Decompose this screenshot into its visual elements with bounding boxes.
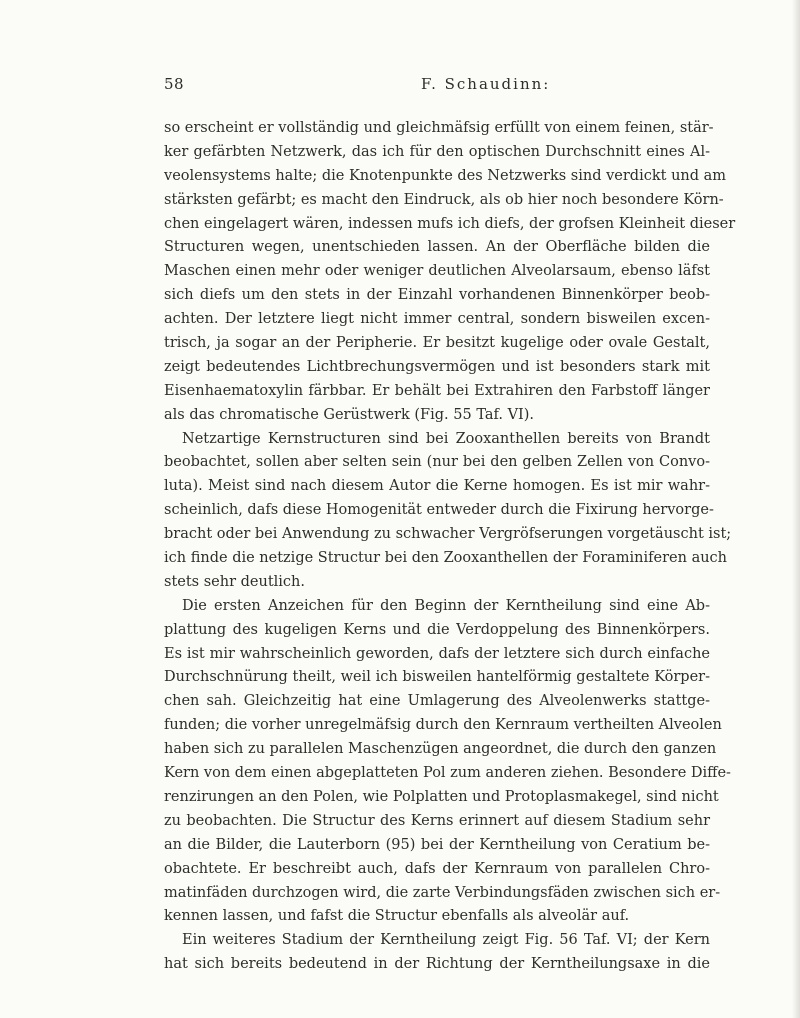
text-line: stets sehr deutlich. [164, 573, 305, 590]
page-number: 58 [164, 75, 185, 93]
text-line: als das chromatische Gerüstwerk (Fig. 55 Taf. VI). [164, 406, 535, 423]
text-line: sich diefs um den stets in der Einzahl vorhandenen Binnenkörper beob- [164, 287, 710, 304]
text-line: chen eingelagert wären, indessen mufs ich diefs, der grofsen Kleinheit dieser [164, 215, 736, 232]
text-line: an die Bilder, die Lauterborn (95) bei der Kerntheilung von Ceratium be- [164, 836, 710, 853]
page-edge-shadow [792, 0, 800, 1018]
text-line: funden; die vorher unregelmäfsig durch den Kernraum vertheilten Alveolen [164, 717, 722, 734]
text-line: ich finde die netzige Structur bei den Zooxanthellen der Foraminiferen auch [164, 550, 728, 567]
text-line: zu beobachten. Die Structur des Kerns erinnert auf diesem Stadium sehr [164, 812, 710, 829]
text-line: Netzartige Kernstructuren sind bei Zooxanthellen bereits von Brandt [182, 430, 710, 447]
running-head: F. Schaudinn: [421, 75, 551, 93]
text-line: matinfäden durchzogen wird, die zarte Verbindungsfäden zwischen sich er- [164, 884, 721, 901]
text-line: scheinlich, dafs diese Homogenität entweder durch die Fixirung hervorge- [164, 502, 714, 519]
paragraph [164, 595, 731, 929]
text-line: trisch, ja sogar an der Peripherie. Er besitzt kugelige oder ovale Gestalt, [164, 335, 710, 352]
text-line: Es ist mir wahrscheinlich geworden, dafs der letztere sich durch einfache [164, 645, 710, 662]
text-line: kennen lassen, und fafst die Structur ebenfalls als alveolär auf. [164, 908, 630, 925]
text-line: Die ersten Anzeichen für den Beginn der Kerntheilung sind eine Ab- [182, 597, 710, 614]
text-line: Structuren wegen, unentschieden lassen. An der Oberfläche bilden die [164, 239, 710, 256]
text-line: Kern von dem einen abgeplatteten Pol zum anderen ziehen. Besondere Diffe- [164, 765, 731, 782]
text-line: Maschen einen mehr oder weniger deutlichen Alveolarsaum, ebenso läfst [164, 263, 710, 280]
text-line: ker gefärbten Netzwerk, das ich für den optischen Durchschnitt eines Al- [164, 143, 710, 160]
text-line: veolensystems halte; die Knotenpunkte des Netzwerks sind verdickt und am [164, 167, 727, 184]
text-line: achten. Der letztere liegt nicht immer central, sondern bisweilen excen- [164, 311, 710, 328]
page-header [164, 75, 724, 99]
text-line: bracht oder bei Anwendung zu schwacher Vergröfserungen vorgetäuscht ist; [164, 526, 732, 543]
text-line: luta). Meist sind nach diesem Autor die Kerne homogen. Es ist mir wahr- [164, 478, 710, 495]
paragraph [164, 428, 732, 595]
paragraph [164, 929, 710, 977]
text-line: beobachtet, sollen aber selten sein (nur bei den gelben Zellen von Convo- [164, 454, 710, 471]
text-line: renzirungen an den Polen, wie Polplatten und Protoplasmakegel, sind nicht [164, 788, 719, 805]
text-line: so erscheint er vollständig und gleichmäfsig erfüllt von einem feinen, stär- [164, 120, 714, 136]
text-line: hat sich bereits bedeutend in der Richtung der Kerntheilungsaxe in die [164, 956, 710, 973]
text-line: Durchschnürung theilt, weil ich bisweilen hantelförmig gestaltete Körper- [164, 669, 710, 686]
text-line: haben sich zu parallelen Maschenzügen angeordnet, die durch den ganzen [164, 741, 717, 758]
paragraph [164, 117, 736, 428]
text-line: plattung des kugeligen Kerns und die Verdoppelung des Binnenkörpers. [164, 621, 710, 638]
text-line: zeigt bedeutendes Lichtbrechungsvermögen und ist besonders stark mit [164, 358, 710, 375]
text-line: obachtete. Er beschreibt auch, dafs der Kernraum von parallelen Chro- [164, 860, 710, 877]
text-line: Eisenhaematoxylin färbbar. Er behält bei Extrahiren den Farbstoff länger [164, 382, 710, 399]
text-line: stärksten gefärbt; es macht den Eindruck, als ob hier noch besondere Körn- [164, 191, 724, 208]
text-line: chen sah. Gleichzeitig hat eine Umlagerung des Alveolenwerks stattge- [164, 693, 710, 710]
text-line: Ein weiteres Stadium der Kerntheilung zeigt Fig. 56 Taf. VI; der Kern [182, 932, 710, 949]
body-text [164, 117, 736, 977]
